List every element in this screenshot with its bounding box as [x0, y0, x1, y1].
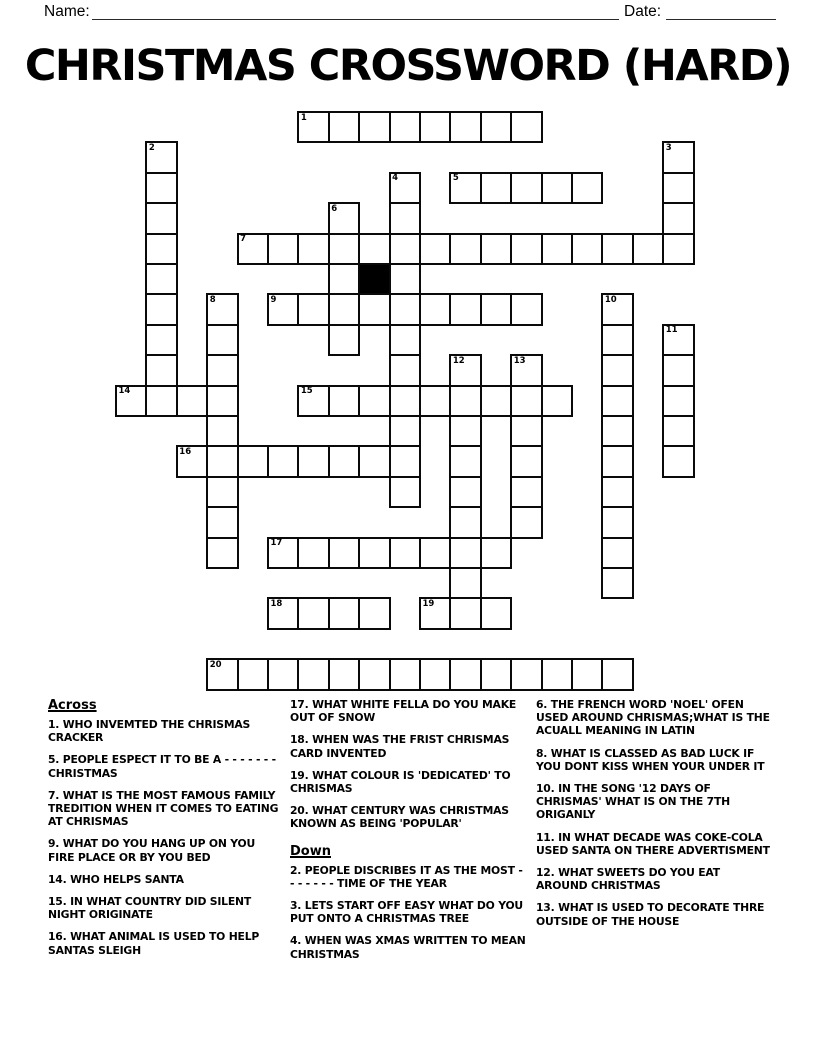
clue-text: WHO HELPS SANTA [70, 872, 184, 886]
grid-cell[interactable] [510, 445, 542, 477]
grid-cell[interactable] [145, 172, 177, 204]
clue-text: WHAT IS CLASSED AS BAD LUCK IF YOU DONT KISS WHEN YOUR UNDER IT [536, 746, 765, 773]
clue-item [48, 930, 284, 956]
down-header: Down [290, 843, 331, 859]
clue-item [290, 864, 530, 890]
name-line[interactable] [92, 1, 619, 20]
grid-cell[interactable] [206, 354, 238, 386]
clue-number: 19. [290, 768, 313, 782]
grid-cell[interactable] [358, 658, 390, 690]
clue-item [290, 804, 530, 830]
clue-text: WHAT IS USED TO DECORATE THRE OUTSIDE OF THE HOUSE [536, 901, 765, 928]
clue-item [536, 866, 772, 892]
clue-column-1 [48, 698, 284, 966]
grid-cell[interactable] [662, 445, 694, 477]
grid-cell[interactable] [389, 354, 421, 386]
clue-number: 10. [536, 782, 559, 796]
clue-text: WHAT ANIMAL IS USED TO HELP SANTAS SLEIGH [48, 930, 260, 957]
grid-cell-number: 14 [118, 386, 131, 397]
clue-text: WHAT SWEETS DO YOU EAT AROUND CHRISTMAS [536, 866, 720, 893]
grid-cell[interactable] [662, 385, 694, 417]
clue-number: 4. [290, 934, 305, 948]
grid-cell[interactable] [541, 172, 573, 204]
clue-item [290, 899, 530, 925]
grid-cell[interactable] [510, 172, 542, 204]
grid-cell[interactable] [145, 293, 177, 325]
grid-cell-number: 4 [392, 173, 399, 184]
grid-cell[interactable] [389, 385, 421, 417]
grid-cell-number: 17 [270, 538, 283, 549]
grid-cell[interactable] [145, 385, 177, 417]
clue-number: 14. [48, 872, 71, 886]
grid-cell[interactable] [145, 263, 177, 295]
grid-cell[interactable] [328, 263, 360, 295]
grid-cell[interactable] [297, 293, 329, 325]
grid-cell[interactable] [358, 597, 390, 629]
clue-text: WHEN WAS XMAS WRITTEN TO MEAN CHRISTMAS [290, 934, 526, 961]
grid-cell[interactable] [389, 111, 421, 143]
grid-cell[interactable] [510, 233, 542, 265]
grid-cell[interactable] [449, 111, 481, 143]
clue-item [536, 831, 772, 857]
grid-cell[interactable] [601, 567, 633, 599]
clue-number: 8. [536, 746, 551, 760]
grid-cell[interactable] [297, 233, 329, 265]
grid-cell-number: 9 [270, 294, 277, 305]
crossword-grid [115, 111, 695, 691]
grid-cell[interactable] [267, 658, 299, 690]
grid-cell[interactable] [389, 415, 421, 447]
grid-cell[interactable] [632, 233, 664, 265]
grid-cell[interactable] [449, 445, 481, 477]
grid-cell[interactable] [480, 385, 512, 417]
grid-cell[interactable] [267, 445, 299, 477]
grid-cell[interactable] [328, 324, 360, 356]
clue-item [290, 733, 530, 759]
grid-cell[interactable] [237, 658, 269, 690]
across-header: Across [48, 698, 97, 713]
grid-cell-number: 2 [148, 142, 155, 153]
grid-cell[interactable] [510, 111, 542, 143]
date-line[interactable] [666, 1, 776, 20]
grid-cell[interactable] [449, 567, 481, 599]
grid-cell-number: 7 [240, 234, 247, 245]
grid-cell[interactable] [541, 385, 573, 417]
clue-item [48, 718, 284, 744]
grid-cell[interactable] [449, 506, 481, 538]
grid-cell[interactable] [358, 233, 390, 265]
grid-cell[interactable] [237, 445, 269, 477]
grid-cell[interactable] [419, 537, 451, 569]
grid-cell[interactable] [449, 476, 481, 508]
clue-text: IN WHAT COUNTRY DID SILENT NIGHT ORIGINATE [48, 895, 252, 922]
clue-item [536, 782, 772, 822]
grid-cell[interactable] [449, 233, 481, 265]
grid-cell[interactable] [541, 233, 573, 265]
grid-cell-number: 5 [452, 173, 459, 184]
grid-cell[interactable] [389, 293, 421, 325]
grid-cell[interactable] [297, 445, 329, 477]
grid-cell-number: 18 [270, 598, 283, 609]
grid-cell[interactable] [480, 537, 512, 569]
grid-cell[interactable] [358, 537, 390, 569]
grid-cell[interactable] [449, 658, 481, 690]
grid-cell[interactable] [206, 385, 238, 417]
grid-cell[interactable] [662, 415, 694, 447]
grid-cell[interactable] [206, 506, 238, 538]
grid-cell[interactable] [601, 445, 633, 477]
clue-item [290, 769, 530, 795]
grid-cell[interactable] [449, 385, 481, 417]
clue-item [290, 698, 530, 724]
grid-cell[interactable] [328, 658, 360, 690]
grid-cell[interactable] [571, 658, 603, 690]
clue-text: WHO INVEMTED THE CHRISMAS CRACKER [48, 718, 251, 745]
grid-cell[interactable] [358, 293, 390, 325]
clue-number: 5. [48, 753, 63, 767]
grid-cell[interactable] [601, 324, 633, 356]
grid-cell[interactable] [449, 597, 481, 629]
clue-text: IN THE SONG '12 DAYS OF CHRISMAS' WHAT IS ON THE 7TH ORIGANLY [536, 782, 730, 822]
grid-cell[interactable] [449, 293, 481, 325]
clue-text: WHAT IS THE MOST FAMOUS FAMILY TREDITION WHEN IT COMES TO EATING AT CHRISMAS [48, 788, 279, 829]
clue-text: WHAT COLOUR IS 'DEDICATED' TO CHRISMAS [290, 768, 511, 796]
grid-cell[interactable] [358, 111, 390, 143]
grid-cell-number: 11 [665, 325, 678, 336]
clue-number: 3. [290, 899, 305, 913]
name-label: Name: [44, 3, 90, 20]
grid-cell[interactable] [389, 476, 421, 508]
grid-cell[interactable] [328, 293, 360, 325]
clue-number: 12. [536, 866, 559, 880]
clue-item [536, 698, 772, 738]
grid-cell[interactable] [480, 233, 512, 265]
grid-cell[interactable] [297, 658, 329, 690]
clue-number: 9. [48, 837, 63, 851]
grid-cell[interactable] [328, 111, 360, 143]
grid-cell[interactable] [358, 385, 390, 417]
grid-cell[interactable] [297, 537, 329, 569]
clue-text: WHAT DO YOU HANG UP ON YOU FIRE PLACE OR BY YOU BED [48, 837, 256, 864]
grid-cell[interactable] [480, 111, 512, 143]
grid-cell[interactable] [510, 506, 542, 538]
clue-text: PEOPLE ESPECT IT TO BE A - - - - - - - CHRISTMAS [48, 753, 276, 780]
grid-cell[interactable] [541, 658, 573, 690]
grid-cell[interactable] [601, 385, 633, 417]
grid-cell[interactable] [328, 233, 360, 265]
grid-cell[interactable] [297, 597, 329, 629]
clue-number: 11. [536, 830, 559, 844]
grid-cell[interactable] [176, 385, 208, 417]
grid-cell[interactable] [480, 293, 512, 325]
page-title: CHRISTMAS CROSSWORD (HARD) [24, 41, 792, 91]
grid-cell-number: 16 [179, 446, 192, 457]
grid-cell[interactable] [419, 385, 451, 417]
grid-cell-number: 3 [665, 142, 672, 153]
clue-number: 13. [536, 901, 559, 915]
grid-cell[interactable] [510, 293, 542, 325]
grid-cell[interactable] [601, 506, 633, 538]
clue-item [48, 873, 284, 886]
grid-cell[interactable] [328, 537, 360, 569]
grid-cell[interactable] [328, 385, 360, 417]
grid-cell[interactable] [662, 172, 694, 204]
clue-number: 20. [290, 804, 313, 818]
grid-cell[interactable] [510, 476, 542, 508]
grid-cell[interactable] [662, 354, 694, 386]
date-label: Date: [624, 3, 662, 20]
grid-cell-number: 8 [209, 294, 216, 305]
clue-item [48, 895, 284, 921]
clue-number: 15. [48, 895, 71, 909]
clue-text: WHEN WAS THE FRIST CHRISMAS CARD INVENTED [290, 733, 510, 760]
grid-cell-number: 12 [452, 355, 465, 366]
grid-cell[interactable] [145, 233, 177, 265]
clue-item [48, 789, 284, 829]
grid-cell[interactable] [419, 111, 451, 143]
grid-cell[interactable] [206, 445, 238, 477]
clue-text: WHAT WHITE FELLA DO YOU MAKE OUT OF SNOW [290, 698, 517, 725]
grid-cell[interactable] [449, 537, 481, 569]
grid-cell-number: 1 [300, 112, 307, 123]
grid-cell[interactable] [601, 537, 633, 569]
grid-cell[interactable] [510, 658, 542, 690]
clue-number: 17. [290, 698, 313, 711]
clue-column-3 [536, 698, 772, 937]
grid-cell[interactable] [389, 658, 421, 690]
clue-text: WHAT CENTURY WAS CHRISTMAS KNOWN AS BEING 'POPULAR' [290, 804, 509, 831]
clue-number: 16. [48, 930, 71, 944]
clue-item [290, 934, 530, 960]
clue-text: LETS START OFF EASY WHAT DO YOU PUT ONTO A CHRISTMAS TREE [290, 899, 523, 926]
clue-text: PEOPLE DISCRIBES IT AS THE MOST - - - - - - - TIME OF THE YEAR [290, 863, 523, 890]
grid-cell[interactable] [419, 293, 451, 325]
grid-cell[interactable] [510, 385, 542, 417]
grid-cell[interactable] [449, 415, 481, 447]
clue-number: 6. [536, 698, 551, 711]
grid-cell[interactable] [358, 445, 390, 477]
grid-cell[interactable] [480, 658, 512, 690]
clue-number: 18. [290, 733, 313, 747]
grid-cell[interactable] [389, 324, 421, 356]
grid-cell[interactable] [145, 202, 177, 234]
grid-cell[interactable] [601, 415, 633, 447]
grid-cell[interactable] [389, 445, 421, 477]
grid-cell[interactable] [480, 597, 512, 629]
clue-item [536, 901, 772, 927]
grid-cell[interactable] [601, 476, 633, 508]
grid-cell[interactable] [328, 445, 360, 477]
clue-text: IN WHAT DECADE WAS COKE-COLA USED SANTA ON THERE ADVERTISMENT [536, 830, 770, 857]
grid-cell[interactable] [145, 324, 177, 356]
grid-cell[interactable] [328, 597, 360, 629]
grid-cell[interactable] [419, 233, 451, 265]
clue-item [48, 753, 284, 779]
grid-cell-number: 13 [513, 355, 526, 366]
clue-number: 1. [48, 718, 63, 731]
grid-cell[interactable] [267, 233, 299, 265]
grid-cell[interactable] [389, 202, 421, 234]
black-cell [358, 263, 390, 295]
clue-column-2 [290, 698, 530, 970]
grid-cell[interactable] [145, 354, 177, 386]
grid-cell[interactable] [419, 658, 451, 690]
grid-cell[interactable] [480, 172, 512, 204]
grid-cell[interactable] [571, 172, 603, 204]
grid-cell[interactable] [389, 537, 421, 569]
clue-item [48, 837, 284, 863]
grid-cell-number: 15 [300, 386, 313, 397]
grid-cell-number: 6 [331, 203, 338, 214]
grid-cell[interactable] [662, 233, 694, 265]
grid-cell[interactable] [662, 202, 694, 234]
grid-cell[interactable] [206, 537, 238, 569]
grid-cell[interactable] [601, 354, 633, 386]
grid-cell-number: 19 [422, 598, 435, 609]
grid-cell[interactable] [510, 415, 542, 447]
grid-cell[interactable] [206, 476, 238, 508]
grid-cell[interactable] [206, 415, 238, 447]
grid-cell-number: 10 [604, 294, 617, 305]
clue-item [536, 747, 772, 773]
clue-number: 2. [290, 863, 305, 877]
grid-cell[interactable] [571, 233, 603, 265]
grid-cell-number: 20 [209, 659, 222, 670]
clue-number: 7. [48, 788, 63, 802]
grid-cell[interactable] [601, 233, 633, 265]
grid-cell[interactable] [206, 324, 238, 356]
grid-cell[interactable] [389, 263, 421, 295]
clue-text: THE FRENCH WORD 'NOEL' OFEN USED AROUND CHRISMAS;WHAT IS THE ACUALL MEANING IN LATIN [536, 698, 770, 738]
grid-cell[interactable] [389, 233, 421, 265]
grid-cell[interactable] [601, 658, 633, 690]
